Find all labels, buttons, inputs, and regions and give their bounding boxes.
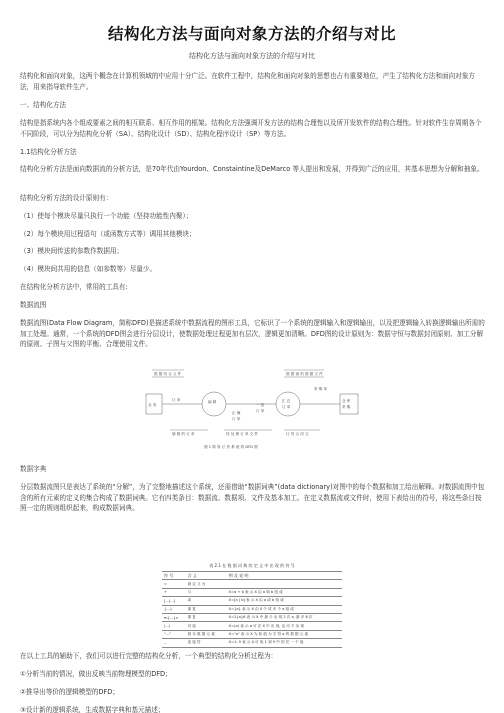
section-paragraph: 结构是指系统内各个组成要素之间的相互联系、相互作用的框架。结构化方法强调开发方法的结构合理性以及所开发软件的结构合理性。针对软件生存周期各个不同阶段，可以分为结构化分析（SA）、结构化设计（SD）、结构化程序设计（SP）等方法。 [20,119,482,138]
table-cell: 与 [186,588,227,596]
table-header: 例 及 说 明 [227,572,342,580]
dfd-heading: 数据流图 [20,301,47,309]
doc-subtitle: 结构化方法与面向对象方法的介绍与对比 [189,52,315,60]
table-cell: X=(a) 表 示 a 可 在 X 中 出 现, 也 可 不 出 现 [227,622,342,630]
right-entity-label-2: 采 购 [342,405,351,409]
subsection-heading: 1.1结构化分析方法 [20,148,77,156]
right-entity-label: 仓 库 [342,399,351,403]
table-cell: 重 复 [186,613,227,621]
table-cell: 连 接 符 [186,639,227,647]
bottom-right-label: 订 货 合 同 文 [286,432,309,436]
table-row [162,622,342,630]
process-sum-label-2: 订 单 [282,405,291,409]
principle-item: （4）模块间共用的信息（如参数等）尽量少。 [20,265,157,273]
steps-title: 在以上工具的辅助下，我们可以进行完整的结构化分析，一个典型的结构化分析过程为： [20,652,278,660]
mid-label-d: 订 单 [256,409,265,413]
table-cell: + [162,588,186,596]
principle-item: （1）使每个模块尽量只执行一个功能（坚持功能性内聚）； [20,212,193,220]
table-row [162,613,342,621]
table-cell: 基 本 数 据 元 素 [186,630,227,638]
table-cell: 被 定 义 为 [186,580,227,588]
principle-item: （2）每个模块用过程语句（或函数方式等）调用其他模块； [20,230,196,238]
section-heading: 一、结构化方法 [20,101,67,109]
table-cell: 可 选 [186,622,227,630]
table-cell: "…" [162,630,186,638]
bottom-mid-label: 待 处 理 订 单 文 件 [226,432,259,436]
doc-title: 结构化方法与面向对象方法的介绍与对比 [107,25,396,43]
process-edit-label: 编 辑 [208,400,217,404]
principles-title: 结构化分析方法的设计原则有： [20,194,113,202]
table-cell: X=2{a}6 表 示 X 中 最 少 出 现 2 次 a, 最 多 6 次 [227,613,342,621]
table-cell: 重 复 [186,605,227,613]
dfd-figure [144,368,362,458]
label-top-left: 数 据 结 合 文 件 [154,372,182,376]
label-top-right: 数 据 流 的 数 据 文 件 [286,372,323,376]
figure-caption: 图 1 简 易 订 货 系 统 的 DFD 图 [204,445,258,449]
mid-label-c: 一 批 [256,403,265,407]
tools-title: 在结构化分析方法中，常用的工具有: [20,283,128,291]
table-cell: X={a} 表 示 X 由 0 个 或 多 个 a 组 成 [227,605,342,613]
right-top-label: 采 购 单 [314,387,328,391]
mid-label-a: 正 确 [232,411,241,415]
mid-label-b: 订 单 [232,417,241,421]
table-header: 含 义 [186,572,227,580]
table-cell: X="a" 表 示 X 为 取 值 为 字 符 a 的 数 据 元 素 [227,630,342,638]
table-row [162,605,342,613]
table-header-row [162,572,342,580]
symbol-table-figure [156,563,348,647]
table-cell: X=[a | b] 表 示 X 由 a 或 b 组 成 [227,597,342,605]
dfd-paragraph: 数据流图(Data Flow Diagram，简称DFD)是描述系统中数据流程的图形工具，它标识了一个系统的逻辑输入和逻辑输出，以及把逻辑输入转换逻辑输出所需的加工处理。通常，一个系统的DFD图会进行分层设计，使数据处理过程更加有层次，逻辑更加清晰。DFD图的设计原则为：数据守恒与数据封闭原则、加工分解的原则、子图与父图的平衡、合理使用文件。 [20,319,485,348]
left-entity-label: 业 务 [148,403,157,407]
table-cell: X=a + b 表 示 X 由 a 和 b 组 成 [227,588,342,596]
symbol-table [162,571,342,648]
step-item: ①分析当前的情况，做出反映当前物理模型的DFD； [20,670,172,678]
table-cell: = [162,580,186,588]
dict-paragraph: 分层数据流图只是表达了系统的“分解”，为了完整地描述这个系统，还需借助“数据词典”(data dictionary)对图中的每个数据和加工给出解释。对数据流图中包含的所有元素的定义的集合构成了数据词典。它有四类条目：数据流、数据项、文件及基本加工。在定义数据流或文件时，使用下表给出的符号，将这些条目按照一定的规则组织起来，构成数据词典。 [20,483,485,512]
table-cell [227,580,342,588]
table-row [162,580,342,588]
table-cell: {…} [162,605,186,613]
table-row [162,597,342,605]
principle-item: （3）模块间传送的参数作数据用； [20,247,124,255]
table-cell: 或 [186,597,227,605]
table-row [162,630,342,638]
step-item: ②推导出等价的逻辑模型的DFD； [20,688,119,696]
table-header: 符 号 [162,572,186,580]
dict-heading: 数据字典 [20,465,47,473]
process-sum-label-1: 汇 总 [282,399,291,403]
bottom-left-label: 填 错 的 订 单 [172,432,195,436]
table-cell: m{…}n [162,613,186,621]
table-cell: .. [162,639,186,647]
intro-paragraph: 结构化和面向对象，这两个概念在计算机领域的中应用十分广泛。在软件工程中，结构化和面向对象的思想也占有重要地位，产生了结构化方法和面向对象方法，用来指导软件生产。 [20,72,475,91]
left-arrow-label: 订 单 [172,398,181,402]
table-cell: X=1..9 表 示 X 可 取 1 到 9 中 的 任 一 个 值 [227,639,342,647]
table-row [162,639,342,647]
table-cell: […|…] [162,597,186,605]
table-row [162,588,342,596]
table-caption: 表 2.1 在 数 据 词 典 的 定 义 中 出 现 的 符 号 [209,563,295,568]
table-cell: (…) [162,622,186,630]
subsection-paragraph: 结构化分析方法是面向数据流的分析方法，是70年代由Yourdon、Constaintine及DeMarco 等人提出和发展，并得到广泛的应用，其基本思想为分解和抽象。 [20,165,484,173]
step-item: ③设计新的逻辑系统，生成数据字典和基元描述； [20,706,165,713]
